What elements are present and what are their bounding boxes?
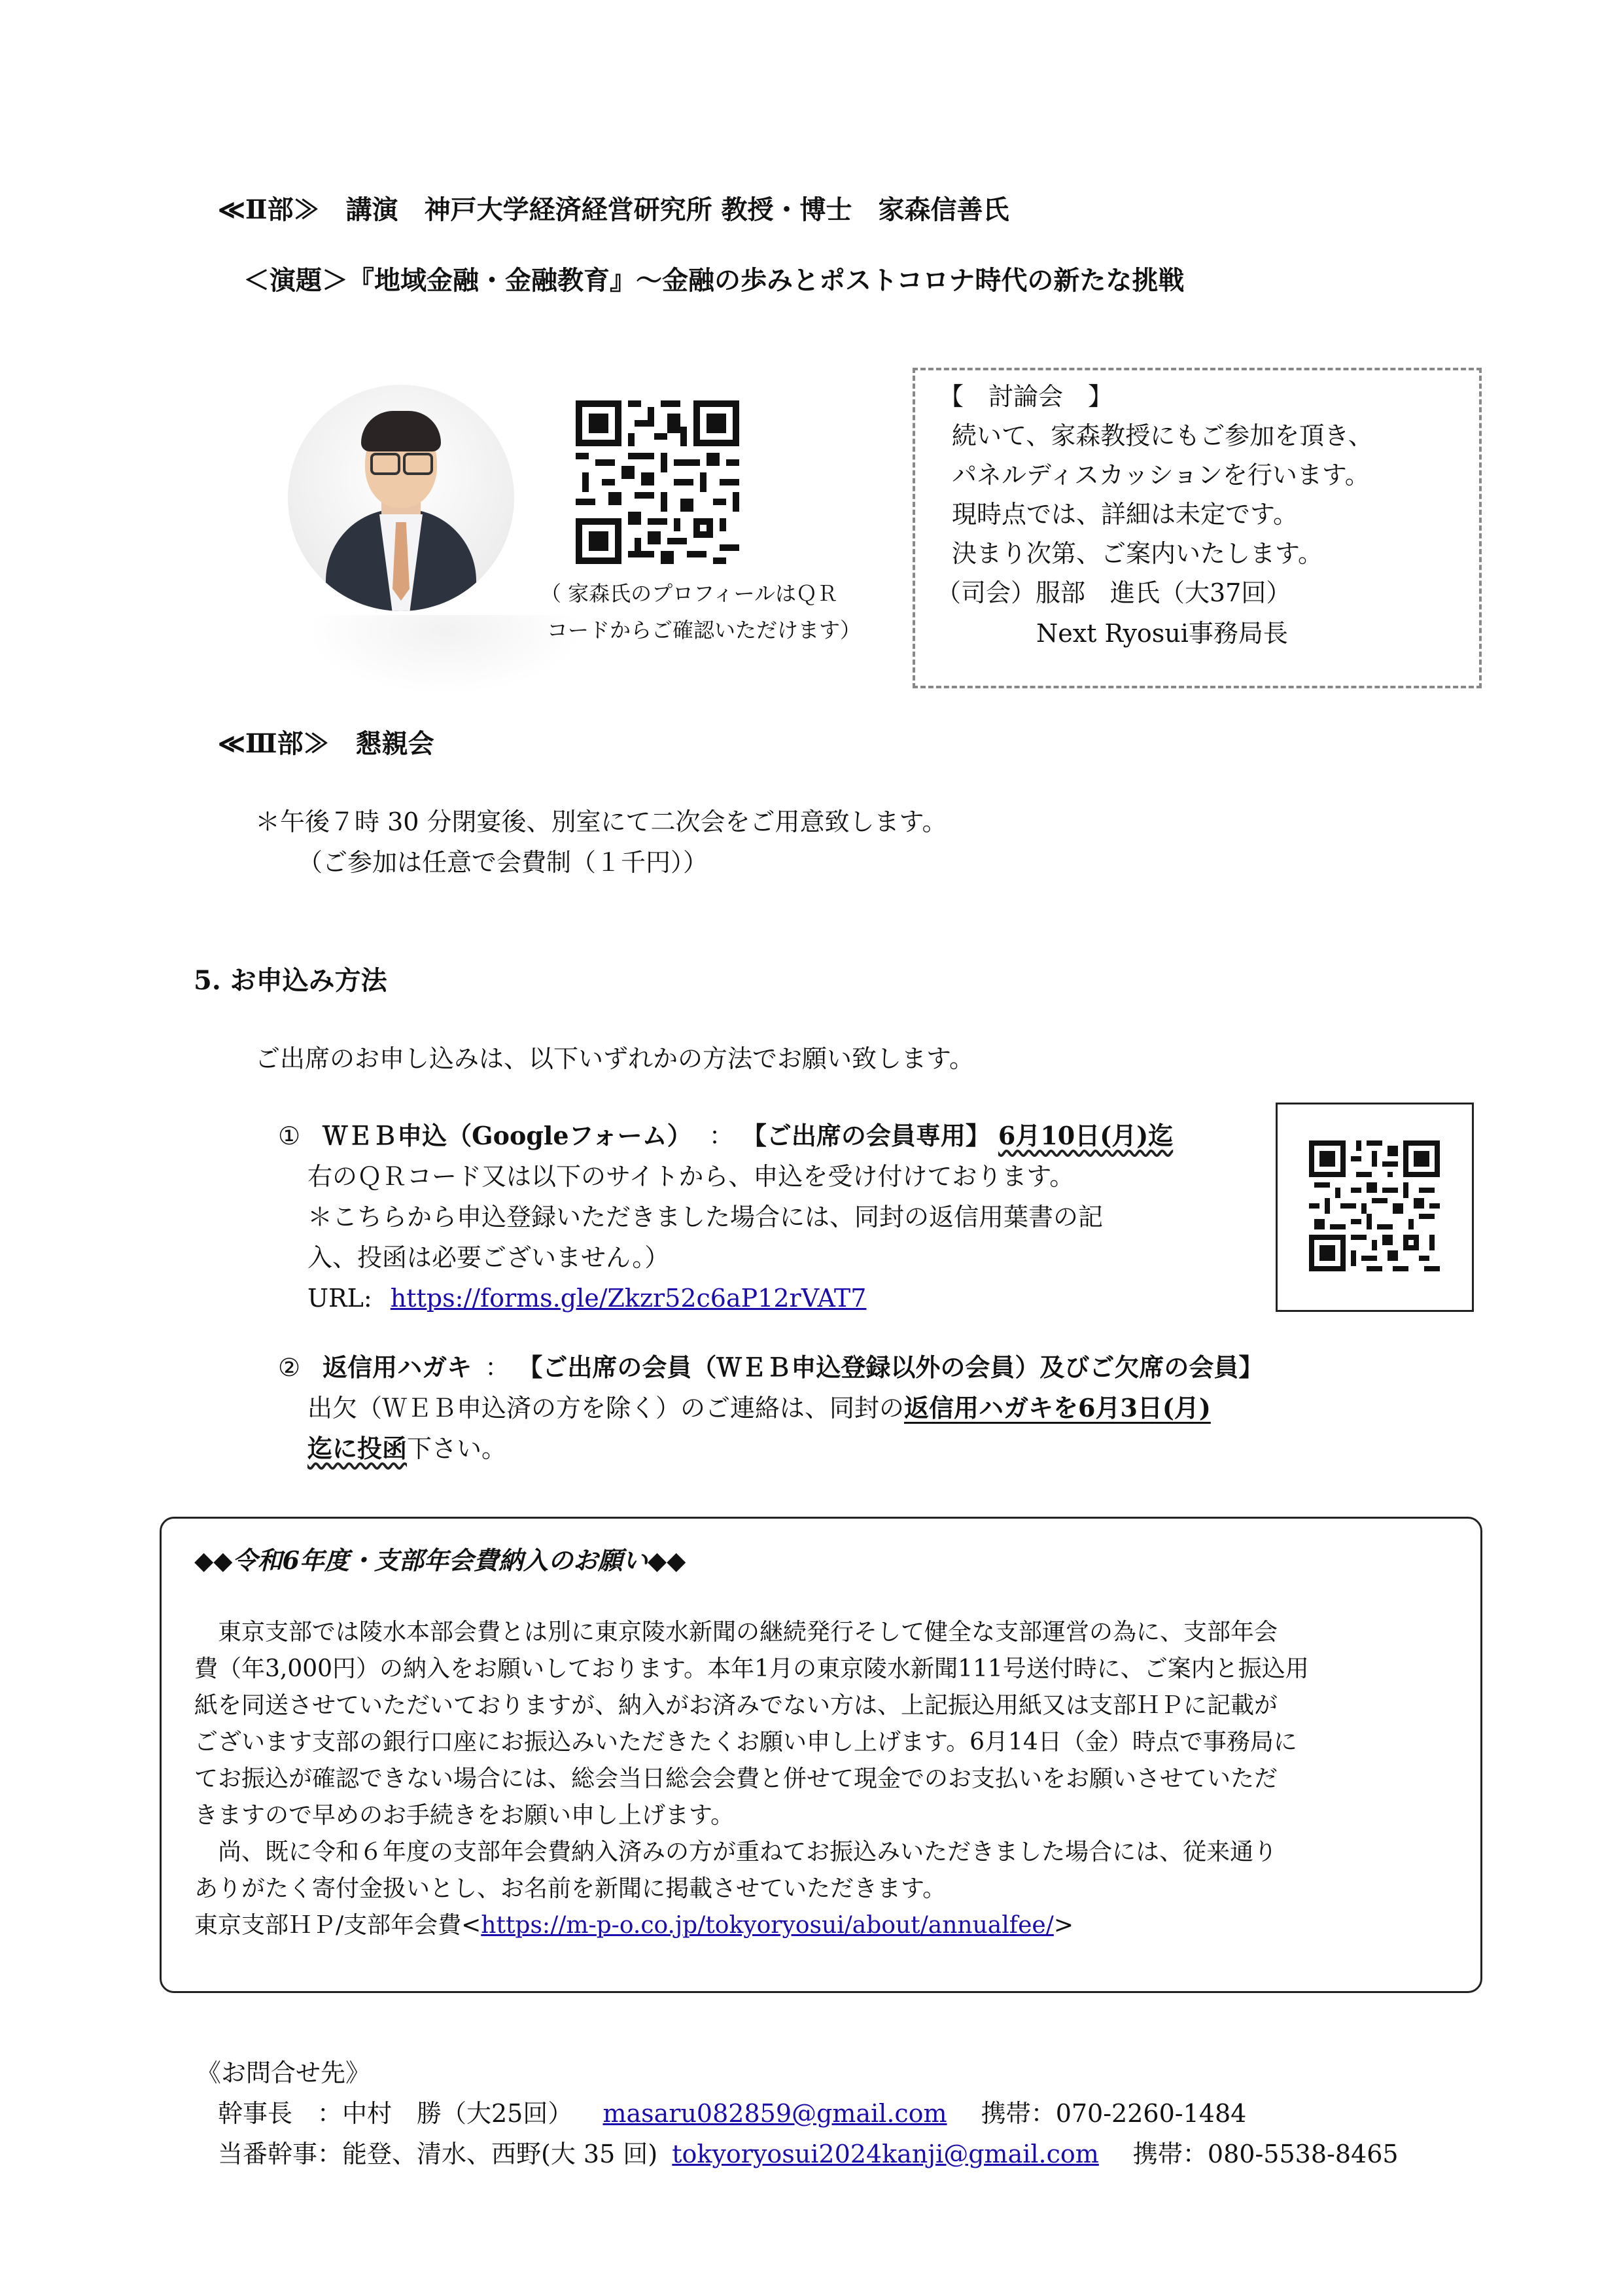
qr-caption-line1: （ 家森氏のプロフィールはＱＲ <box>540 581 838 606</box>
fee-paragraph-line: てお振込が確認できない場合には、総会当日総会会費と併せて現金でのお支払いをお願いさせていただ <box>194 1765 1278 1792</box>
web-option-sep: ： <box>708 1122 734 1150</box>
section5-heading: 5. お申込み方法 <box>194 965 387 996</box>
postcard-option-target: 【ご出席の会員（ＷＥＢ申込登録以外の会員）及びご欠席の会員】 <box>517 1352 1264 1382</box>
part3-line2: （ご参加は任意で会費制（１千円）） <box>298 848 708 877</box>
contact-role: 当番幹事：能登、清水、西野(大 35 回) <box>218 2140 658 2168</box>
discussion-line: パネルディスカッションを行います。 <box>952 461 1370 489</box>
contact-row-duty-secretary <box>218 2136 1399 2172</box>
web-option-deadline: 6月10日(月)迄 <box>998 1121 1174 1150</box>
part2-heading: ≪Ⅱ部≫ 講演 神戸大学経済経営研究所 教授・博士 家森信善氏 <box>218 194 1009 225</box>
form-qr-code[interactable] <box>1309 1140 1440 1271</box>
contact-email-link[interactable]: tokyoryosui2024kanji@gmail.com <box>672 2140 1099 2168</box>
postcard-option-heading <box>278 1349 1263 1386</box>
qr-caption-line2: コードからご確認いただけます） <box>547 618 862 643</box>
part3-heading: ≪Ⅲ部≫ 懇親会 <box>218 728 434 759</box>
fee-paragraph-line: ございます支部の銀行口座にお振込みいただきたくお願い申し上げます。6月14日（金）時点で事務局に <box>194 1729 1297 1756</box>
postcard-option-sep: ： <box>485 1353 510 1382</box>
profile-qr-code[interactable] <box>576 400 739 564</box>
contact-email-link[interactable]: masaru082859@gmail.com <box>602 2099 947 2128</box>
moderator-title: Next Ryosui事務局長 <box>1036 619 1288 648</box>
fee-hp-suffix: > <box>1053 1912 1073 1939</box>
web-option-url-row <box>307 1280 866 1316</box>
annual-fee-box <box>160 1517 1482 1993</box>
postcard-line2 <box>307 1430 506 1467</box>
fee-paragraph-line: 尚、既に令和６年度の支部年会費納入済みの方が重ねてお振込みいただきました場合には、従来通り <box>194 1839 1278 1865</box>
contact-row-secretary-general <box>218 2095 1246 2132</box>
annual-fee-link[interactable]: https://m-p-o.co.jp/tokyoryosui/about/annualfee/ <box>481 1912 1054 1939</box>
discussion-box <box>913 368 1482 688</box>
section5-intro: ご出席のお申し込みは、以下いずれかの方法でお願い致します。 <box>255 1044 974 1073</box>
google-form-link[interactable]: https://forms.gle/Zkzr52c6aP12rVAT7 <box>390 1284 867 1313</box>
contact-phone: 携帯：080-5538-8465 <box>1132 2140 1399 2168</box>
fee-paragraph-line: 東京支部では陵水本部会費とは別に東京陵水新聞の継続発行そして健全な支部運営の為に、支部年会 <box>194 1619 1278 1646</box>
web-option-heading <box>278 1118 1173 1154</box>
fee-hp-row <box>194 1907 1073 1944</box>
fee-paragraph-line: 紙を同送させていただいておりますが、納入がお済みでない方は、上記振込用紙又は支部ＨＰに記載が <box>194 1692 1278 1719</box>
annual-fee-title: ◆◆令和6年度・支部年会費納入のお願い◆◆ <box>194 1545 686 1575</box>
web-option-target: 【ご出席の会員専用】 <box>741 1121 990 1150</box>
web-option-label: ＷＥＢ申込（Googleフォーム） <box>323 1121 692 1150</box>
postcard-mail-by: 迄に投函 <box>307 1434 408 1463</box>
fee-paragraph-line: きますので早めのお手続きをお願い申し上げます。 <box>194 1802 735 1829</box>
part3-line1: ＊午後７時 30 分閉宴後、別室にて二次会をご用意致します。 <box>255 807 947 836</box>
form-qr-frame <box>1276 1103 1474 1312</box>
web-option-line3: 入、投函は必要ございません。） <box>307 1243 670 1272</box>
fee-paragraph-line: 費（年3,000円）の納入をお願いしております。本年1月の東京陵水新聞111号送付時に、ご案内と振込用 <box>194 1655 1309 1682</box>
postcard-line1 <box>307 1390 1211 1426</box>
fee-hp-prefix: 東京支部ＨＰ/支部年会費< <box>194 1912 481 1939</box>
moderator: （司会）服部 進氏（大37回） <box>936 578 1291 607</box>
contact-role: 幹事長 ：中村 勝（大25回） <box>218 2099 573 2128</box>
postcard-option-number: ② <box>278 1353 301 1382</box>
speaker-photo <box>288 385 514 611</box>
contact-heading: 《お問合せ先》 <box>196 2058 371 2087</box>
postcard-option-label: 返信用ハガキ <box>323 1352 472 1382</box>
discussion-line: 続いて、家森教授にもご参加を頂き、 <box>952 421 1373 450</box>
lecture-title: ＜演題＞『地域金融・金融教育』～金融の歩みとポストコロナ時代の新たな挑戦 <box>243 265 1185 296</box>
postcard-deadline: 返信用ハガキを6月3日(月) <box>904 1393 1211 1422</box>
web-option-number: ① <box>278 1122 301 1150</box>
postcard-line1-text: 出欠（ＷＥＢ申込済の方を除く）のご連絡は、同封の <box>307 1394 905 1422</box>
photo-shadow <box>307 615 582 694</box>
discussion-header: 【 討論会 】 <box>939 382 1113 411</box>
web-option-line1: 右のＱＲコード又は以下のサイトから、申込を受け付けております。 <box>307 1162 1075 1191</box>
url-label: URL: <box>307 1284 372 1313</box>
postcard-line2-text: 下さい。 <box>407 1434 507 1463</box>
discussion-line: 現時点では、詳細は未定です。 <box>952 500 1298 529</box>
fee-paragraph-line: ありがたく寄付金扱いとし、お名前を新聞に掲載させていただきます。 <box>194 1875 947 1902</box>
web-option-line2: ＊こちらから申込登録いただきました場合には、同封の返信用葉書の記 <box>307 1203 1104 1231</box>
contact-phone: 携帯：070-2260-1484 <box>981 2099 1247 2128</box>
discussion-line: 決まり次第、ご案内いたします。 <box>952 539 1323 568</box>
